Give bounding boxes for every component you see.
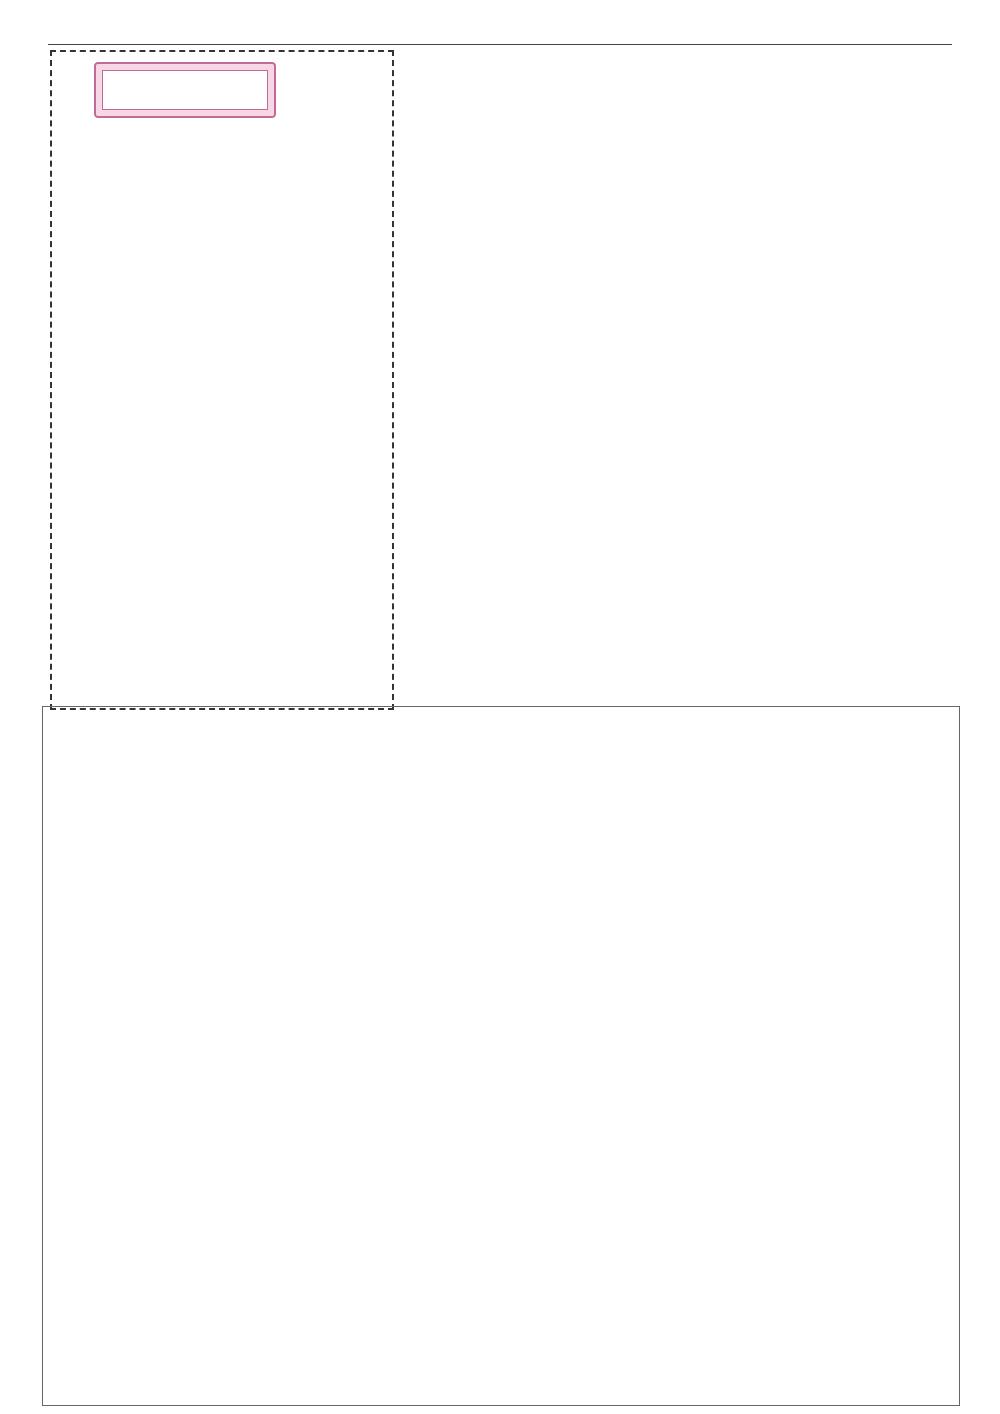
cafe-logo — [94, 62, 276, 118]
header-rule — [48, 44, 952, 45]
cafe-logo-text — [102, 70, 268, 110]
series-frame — [42, 706, 960, 1406]
cafe-box — [50, 50, 394, 710]
